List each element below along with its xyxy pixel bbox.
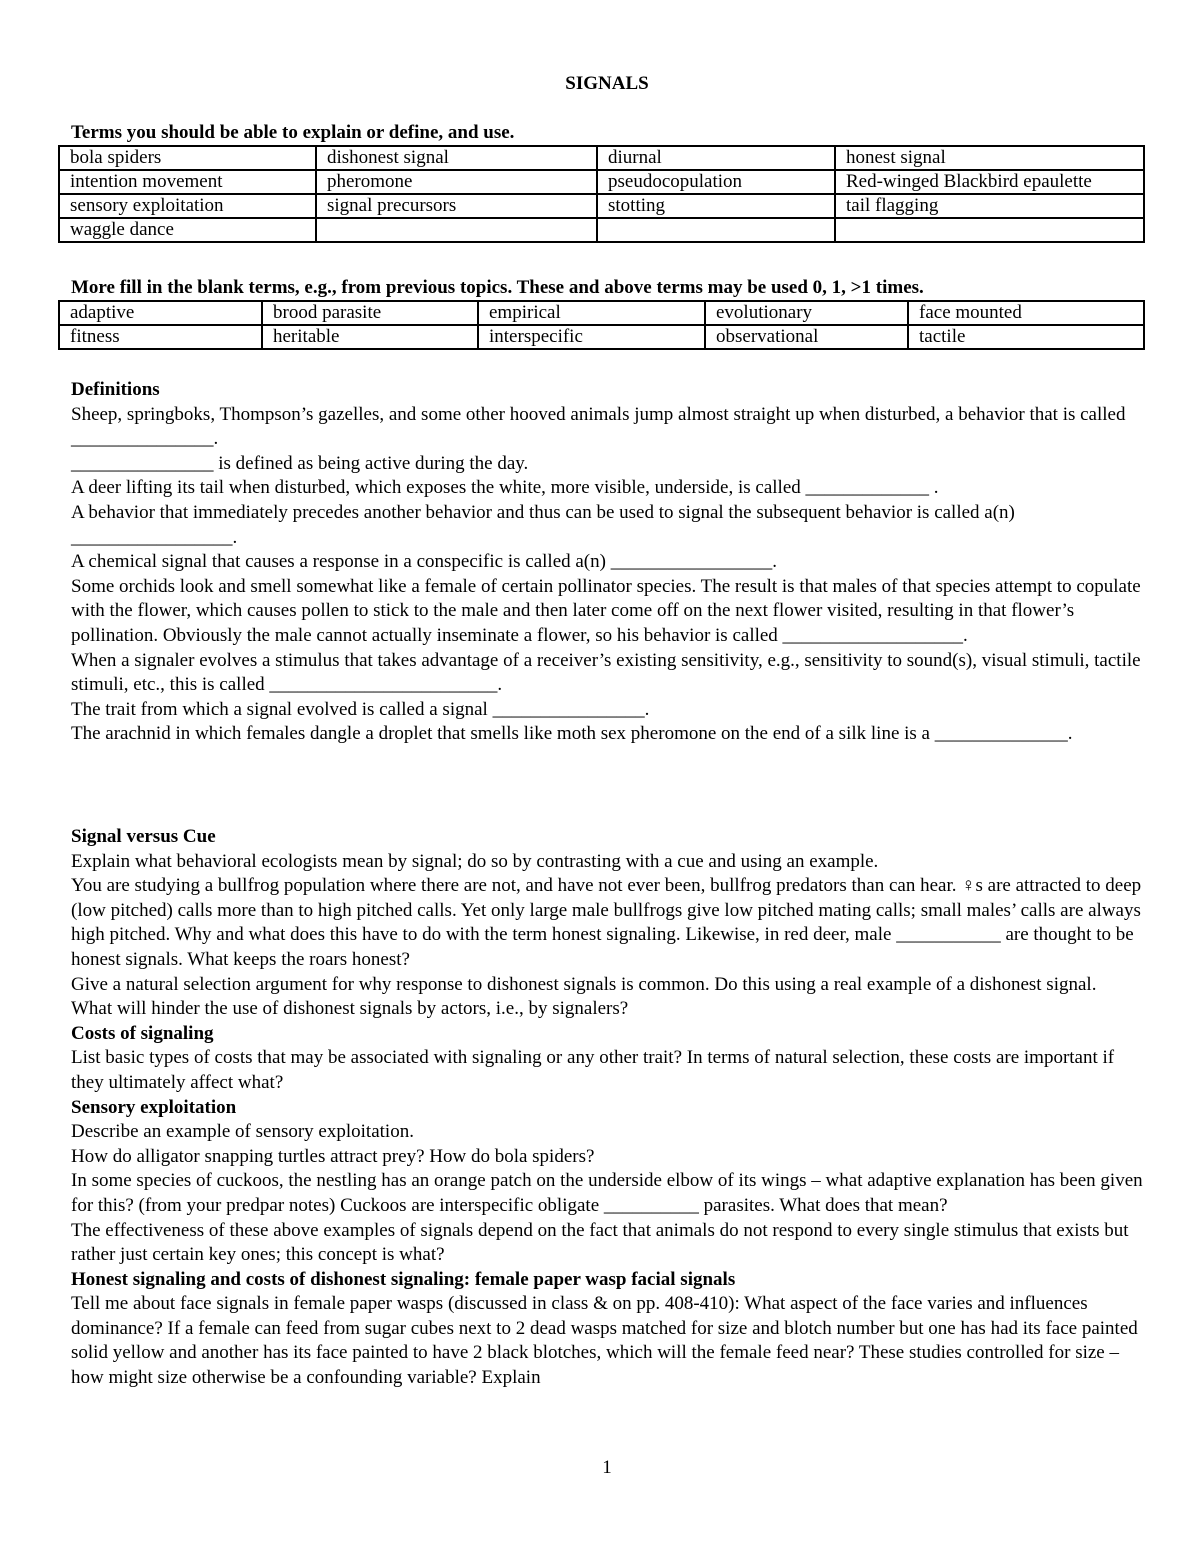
definition-line: Some orchids look and smell somewhat like a female of certain pollinator species. The result is that males of that species attempt to copulate with the flower, which causes pollen to stick to the male and then later come off on the next flower visited, resulting in that flower’s pollination. Obviously the male cannot actually inseminate a flower, so his behavior is called ___________________. bbox=[71, 575, 1141, 646]
page-number: 1 bbox=[602, 1457, 612, 1478]
term-cell: bola spiders bbox=[59, 146, 316, 170]
term-cell: tail flagging bbox=[835, 194, 1144, 218]
question-line: In some species of cuckoos, the nestling has an orange patch on the underside elbow of its wings – what adaptive explanation has been given for this? (from your predpar notes) Cuckoos are interspecific obligate __________ parasites. What does that mean? bbox=[71, 1170, 1143, 1216]
more-term-cell: observational bbox=[705, 325, 908, 349]
term-cell: signal precursors bbox=[316, 194, 597, 218]
definition-line: A behavior that immediately precedes another behavior and thus can be used to signal the subsequent behavior is called a(n) _________________. bbox=[71, 501, 1015, 548]
term-cell: stotting bbox=[597, 194, 835, 218]
definition-line: The arachnid in which females dangle a droplet that smells like moth sex pheromone on the end of a silk line is a ______________. bbox=[71, 723, 1073, 745]
definition-line: Sheep, springboks, Thompson’s gazelles, and some other hooved animals jump almost straight up when disturbed, a behavior that is called _______________. bbox=[71, 403, 1126, 450]
term-cell: dishonest signal bbox=[316, 146, 597, 170]
costs-lines bbox=[71, 1046, 1143, 1095]
question-line: Give a natural selection argument for why response to dishonest signals is common. Do this using a real example of a dishonest signal. bbox=[71, 973, 1097, 995]
term-row bbox=[59, 218, 1144, 242]
definition-line: A deer lifting its tail when disturbed, which exposes the white, more visible, underside, is called _____________ . bbox=[71, 477, 939, 499]
sensory-lines bbox=[71, 1120, 1143, 1268]
question-line: What will hinder the use of dishonest signals by actors, i.e., by signalers? bbox=[71, 998, 629, 1020]
question-line: List basic types of costs that may be associated with signaling or any other trait? In terms of natural selection, these costs are important if they ultimately affect what? bbox=[71, 1047, 1115, 1093]
term-cell bbox=[316, 218, 597, 242]
term-cell: diurnal bbox=[597, 146, 835, 170]
signal-cue-heading: Signal versus Cue bbox=[71, 826, 216, 847]
definition-line: When a signaler evolves a stimulus that takes advantage of a receiver’s existing sensitivity, e.g., sensitivity to sound(s), visual stimuli, tactile stimuli, etc., this is called ________________________. bbox=[71, 649, 1141, 696]
page-title: SIGNALS bbox=[565, 73, 649, 94]
more-term-cell: heritable bbox=[262, 325, 478, 349]
more-terms-heading: More fill in the blank terms, e.g., from previous topics. These and above terms may be used 0, 1, >1 times. bbox=[71, 277, 924, 298]
term-cell: sensory exploitation bbox=[59, 194, 316, 218]
more-term-cell: tactile bbox=[908, 325, 1144, 349]
more-term-cell: empirical bbox=[478, 301, 705, 325]
term-row bbox=[59, 194, 1144, 218]
more-term-cell: brood parasite bbox=[262, 301, 478, 325]
sensory-heading: Sensory exploitation bbox=[71, 1096, 237, 1118]
question-line: You are studying a bullfrog population where there are not, and have not ever been, bullfrog predators than can hear. ♀s are attracted to deep (low pitched) calls more than to high pitched calls. Yet only large male bullfrogs give low pitched mating calls; small males’ calls are always high pitched. Why and what does this have to do with the term honest signaling. Likewise, in red deer, male ___________ are thought to be honest signals. What keeps the roars honest? bbox=[71, 875, 1142, 970]
honest-heading: Honest signaling and costs of dishonest signaling: female paper wasp facial signals bbox=[71, 1268, 736, 1290]
question-line: Explain what behavioral ecologists mean by signal; do so by contrasting with a cue and using an example. bbox=[71, 850, 879, 872]
question-line: The effectiveness of these above examples of signals depend on the fact that animals do not respond to every single stimulus that exists but rather just certain key ones; this concept is what? bbox=[71, 1219, 1129, 1266]
signal-cue-lines bbox=[71, 850, 1143, 1022]
term-cell: waggle dance bbox=[59, 218, 316, 242]
more-term-row bbox=[59, 325, 1144, 349]
definition-line: _______________ is defined as being active during the day. bbox=[71, 452, 529, 474]
more-term-cell: face mounted bbox=[908, 301, 1144, 325]
question-line: Describe an example of sensory exploitation. bbox=[71, 1121, 414, 1143]
more-term-cell: interspecific bbox=[478, 325, 705, 349]
term-cell: honest signal bbox=[835, 146, 1144, 170]
term-cell bbox=[597, 218, 835, 242]
more-term-cell: fitness bbox=[59, 325, 262, 349]
question-line: Tell me about face signals in female paper wasps (discussed in class & on pp. 408-410): What aspect of the face varies and influences dominance? If a female can feed from sugar cubes next to 2 dead wasps matched for size and blotch number but one has had its face painted solid yellow and another has its face painted to have 2 black blotches, which will the female feed near? These studies controlled for size – how might size otherwise be a confounding variable? Explain bbox=[71, 1293, 1138, 1389]
honest-lines bbox=[71, 1292, 1143, 1390]
costs-heading: Costs of signaling bbox=[71, 1022, 214, 1044]
term-cell: pseudocopulation bbox=[597, 170, 835, 194]
terms-heading: Terms you should be able to explain or define, and use. bbox=[71, 122, 515, 143]
definition-line: The trait from which a signal evolved is called a signal ________________. bbox=[71, 698, 650, 720]
more-terms-table bbox=[58, 300, 1145, 350]
definitions-heading: Definitions bbox=[71, 379, 160, 400]
term-row bbox=[59, 170, 1144, 194]
term-cell bbox=[835, 218, 1144, 242]
question-line: How do alligator snapping turtles attract prey? How do bola spiders? bbox=[71, 1145, 595, 1167]
term-cell: pheromone bbox=[316, 170, 597, 194]
terms-table bbox=[58, 145, 1145, 243]
term-cell: intention movement bbox=[59, 170, 316, 194]
definitions-section bbox=[71, 378, 1143, 747]
term-row bbox=[59, 146, 1144, 170]
more-term-cell: adaptive bbox=[59, 301, 262, 325]
term-cell: Red-winged Blackbird epaulette bbox=[835, 170, 1144, 194]
signal-cue-section bbox=[71, 825, 1143, 1391]
definitions-lines bbox=[71, 403, 1143, 747]
more-term-cell: evolutionary bbox=[705, 301, 908, 325]
definition-line: A chemical signal that causes a response in a conspecific is called a(n) _________________. bbox=[71, 551, 777, 573]
more-term-row bbox=[59, 301, 1144, 325]
